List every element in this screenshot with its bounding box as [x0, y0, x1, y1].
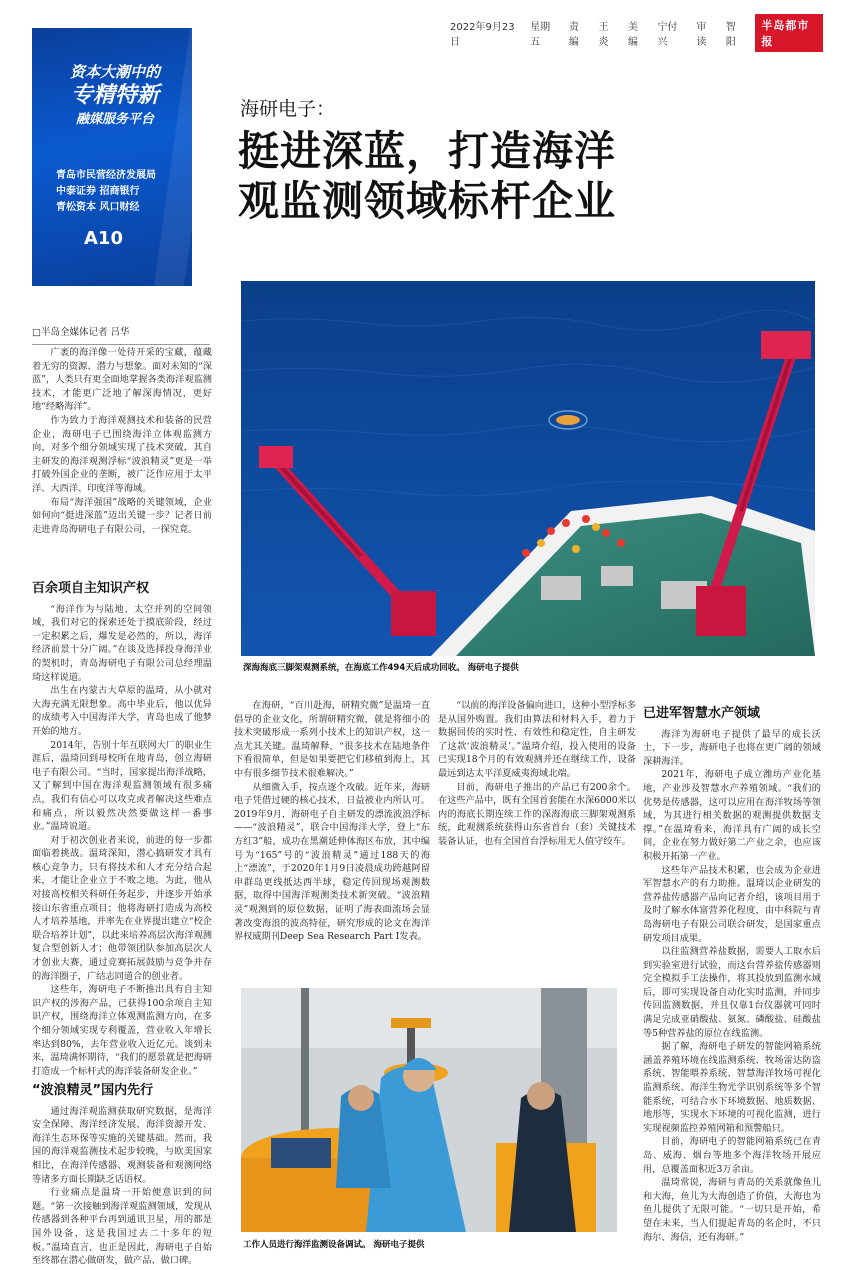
org-line: 中泰证券 招商银行 — [56, 186, 140, 197]
org-line: 青松资本 风口财经 — [56, 202, 140, 213]
paragraph: 作为致力于海洋观测技术和装备的民营企业，海研电子已围绕海洋立体观监测方向，对多个细分领域实现了技术突破，其自主研发的海洋观测浮标“波浪精灵”更是一举打破外国企业的垄断，被广泛作应用于太平洋、大西洋、印度洋等海域。 — [32, 414, 212, 494]
article-kicker: 海研电子： — [240, 98, 336, 120]
slogan-line-3: 融媒服务平台 — [75, 112, 154, 127]
editor-label: 责编 — [568, 22, 579, 48]
headline-line-2: 观监测领域标杆企业 — [238, 177, 616, 225]
paragraph: 出生在内蒙古大草原的温琦，从小就对大海充满无限想象。高中毕业后，他以优异的成绩考入中国海洋大学，青岛也成了他梦开始的地方。 — [32, 685, 212, 737]
designer-label: 美编 — [627, 22, 638, 48]
paragraph: 2021年，海研电子成立潍坊产业化基地，产业涉及智慧水产养殖领域。“我们的优势是传感器，这可以应用在海洋牧场等领域，为其进行相关数据的观测提供数据支撑。”在温琦看来，海洋具有广阔的成长空间，企业在努力做好第二产业之余，也应该积极开拓第一产业。 — [643, 769, 821, 862]
paragraph: 目前，海研电子推出的产品已有200余个。在这些产品中，既有全国首套能在水深6000米以内的海底长期连续工作的深海海底三脚架观测系统，此观测系统获得山东省首台（套）关键技术装备认证，也有全国首台浮标用无人值守绞车。 — [438, 781, 636, 847]
issue-weekday: 星期五 — [530, 22, 551, 48]
paragraph: 从细微入手，按点逐个攻破。近年来，海研电子凭借过硬的核心技术，日益被业内所认可。2019年9月，海研电子自主研发的漂流波浪浮标——“波浪精灵”，联合中国海洋大学，登上“东方红3”船，成功在黑潮延伸体海区布放，其中编号为“165”号的“波浪精灵”通过188天的海上“漂流”，于2020年1月9日凌晨成功跨越阿留申群岛更线抵达西半球，稳定传回现场观测数据，取得中国海洋观测类技术新突破。“波浪精灵”观测到的原位数据，证明了海表面流场会显著改变海浪的波高特征，研究形成的论文在海洋界权威期刊Deep Sea Research Part I发表。 — [234, 781, 430, 943]
section-2 — [32, 1076, 212, 1268]
paragraph: 行业痛点是温琦一开始便意识到的问题。“第一次接触到海洋观监测领域，发现从传感器到各种平台再到通讯卫星，用的都是国外设备，这是我国过去二十多年的短板。”温琦直言，也正是因此，海研电子自始至终都在潜心做研发，做产品、做口碑。 — [32, 1187, 212, 1267]
paragraph: 2014年，告别十年互联网大厂的职业生涯后，温琦回到母校所在地青岛，创立海研电子有限公司。“当时，国家提出海洋战略，又了解到中国在海洋观监测领域有很多痛点，我们有信心可以攻克或者解决这些难点和痛点，所以毅然决然要做这样一番事业。”温琦说道。 — [32, 739, 212, 833]
slogan-line-2: 专精特新 — [70, 83, 159, 108]
newspaper-logo: 半岛都市报 — [755, 14, 823, 52]
section-1 — [32, 574, 212, 1078]
editor-name: 王炎 — [598, 22, 609, 48]
paragraph: 海洋为海研电子提供了最早的成长沃土，下一步，海研电子也将在更广阔的领域深耕海洋。 — [643, 728, 821, 767]
paragraph: 对于初次创业者来说，前进的每一步都面临着挑战。温琦深知，潜心搞研发才具有核心竞争力，只有将技术和人才充分结合起来，才能让企业立于不败之地。为此，他从对接高校相关科研任务起步，并逐步开始承接山东省重点项目；他将海研打造成为高校人才培养基地，并率先在业界提出建立“校企联合培养计划”，以此来培养高层次海洋观测复合型创新人才；他带领团队参加高层次人才创业大赛，通过竞赛拓展鼓励与竞争并存的海洋圈子，广结志同道合的创业者。 — [32, 834, 212, 982]
section-heading: 已进军智慧水产领域 — [643, 706, 761, 721]
paragraph: 布局“海洋强国”战略的关键领域，企业如何向“挺进深蓝”迈出关键一步？记者日前走进青岛海研电子有限公司，一探究竟。 — [32, 496, 212, 535]
issue-date: 2022年9月23日 — [450, 22, 515, 48]
paragraph: 以往监测营养盐数据，需要人工取水后到实验室进行试验，而这台营养盐传感器则完全模拟手工法操作，将其投放到监测水域后，即可实现设备自动化实时监测，并同步传回监测数据，并且仅靠1台仪器就可同时满足完成亚硝酸盐、氨氮、磷酸盐、硅酸盐等5种营养盐的原位在线监测。 — [643, 946, 821, 1039]
masthead — [450, 19, 823, 48]
designer-name: 宁付兴 — [657, 22, 678, 48]
reviewer-label: 审读 — [696, 22, 707, 48]
section-heading: 百余项自主知识产权 — [32, 581, 150, 596]
paragraph: 在海研，“百川赴海，研精究微”是温琦一直倡导的企业文化，所谓研精究微，就是将细小的技术突破形成一系列小技术上的知识产权，这一点尤其关键。温琦解释，“很多技术在陆地条件下看很简单，但是如果要把它们移植到海上，其中有很多细节技术很难解决。” — [234, 700, 430, 779]
headline-line-1: 挺进深蓝，打造海洋 — [238, 127, 616, 175]
banner-slogan — [40, 62, 190, 130]
paragraph: 目前，海研电子的智能网箱系统已在青岛、威海、烟台等地多个海洋牧场开展应用，总覆盖面积近3万余亩。 — [643, 1136, 821, 1175]
reviewer-name: 智阳 — [725, 22, 736, 48]
section-3 — [643, 699, 821, 1244]
column-banner — [32, 28, 192, 286]
photo-caption-1: 深海海底三脚架观测系统，在海底工作494天后成功回收。 海研电子提供 — [243, 663, 519, 673]
paragraph: 温琦常说，海研与青岛的关系就像鱼儿和大海，鱼儿为大海创造了价值，大海也为鱼儿提供了无限可能。“一切只是开始，希望在未来，当人们提起青岛的名企时，不只海尔、海信，还有海研。” — [643, 1177, 821, 1243]
photo-caption-2: 工作人员进行海洋监测设备调试。 海研电子提供 — [243, 1240, 425, 1250]
paragraph: 通过海洋观监测获取研究数据，是海洋安全保障、海洋经济发展、海洋资源开发、海洋生态环保等实施的关键基础。然而，我国的海洋观监测技术起步较晚，与欧美国家相比，在海洋传感器、观测装备和观测网络等诸多方面长期缺乏话语权。 — [32, 1105, 212, 1185]
photo-ship-deck — [241, 281, 815, 656]
intro-column — [32, 346, 212, 536]
byline: □半岛全媒体记者 吕华 — [32, 324, 210, 345]
paragraph: “以前的海洋设备偏向进口，这种小型浮标多是从国外购置。我们由算法和材料入手，着力于数据回传的实时性、有效性和稳定性，自主研发了这款‘波浪精灵’。”温琦介绍，投入使用的设备已实现18个月的有效观测并还在继续工作，设备最远到达太平洋夏威夷海域北端。 — [438, 700, 636, 779]
org-line: 青岛市民营经济发展局 — [56, 170, 156, 181]
photo-workers-buoy — [241, 988, 617, 1232]
paragraph: 广袤的海洋像一处待开采的宝藏，蕴藏着无穷的资源、潜力与想象。面对未知的“深蓝”，人类只有更全面地掌握各类海洋观监测技术，才能更广泛地了解深海情况，更好地“经略海洋”。 — [32, 347, 212, 413]
paragraph: “海洋作为与陆地、太空并列的空间领域，我们对它的探索还处于摸底阶段，经过一定积累之后，爆发是必然的，所以，海洋经济前景十分广阔。”在谈及选择投身海洋业的契机时，青岛海研电子有限公司总经理温琦这样说道。 — [32, 603, 212, 683]
section-2-end — [438, 699, 636, 849]
paragraph: 这些年，海研电子不断推出具有自主知识产权的涉海产品，已获得100余项自主知识产权，围绕海洋立体观测监测方向，在多个细分领域实现专利覆盖，营业收入年增长率达到80%，去年营业收入近亿元。谈到未来，温琦满怀期待，“我们的愿景就是把海研打造成一个标杆式的海洋装备研发企业。” — [32, 984, 212, 1077]
paragraph: 据了解，海研电子研发的智能网箱系统涵盖养殖环境在线监测系统、牧场雷达防盗系统、智能喂养系统、智慧海洋牧场可视化监测系统、海洋生物光学识别系统等多个智能系统，可结合水下环境数据、地质数据、地形等，实现水下环境的可视化监测，进行实现视频监控养殖网箱和预警船只。 — [643, 1041, 821, 1134]
page-number: A10 — [84, 228, 123, 249]
section-heading: “波浪精灵”国内先行 — [32, 1083, 154, 1098]
article-headline — [238, 126, 798, 226]
slogan-line-1: 资本大潮中的 — [69, 63, 160, 81]
paragraph: 这些年产品技术积累，也会成为企业进军智慧水产的有力助推。温琦以企业研发的营养盐传感器产品向记者介绍，该项目用于及时了解水体富营养化程度，由中科院与青岛海研电子有限公司联合研发，是国家重点研发项目成果。 — [643, 864, 821, 944]
section-2-continued — [234, 699, 430, 944]
banner-organizations — [56, 168, 156, 216]
